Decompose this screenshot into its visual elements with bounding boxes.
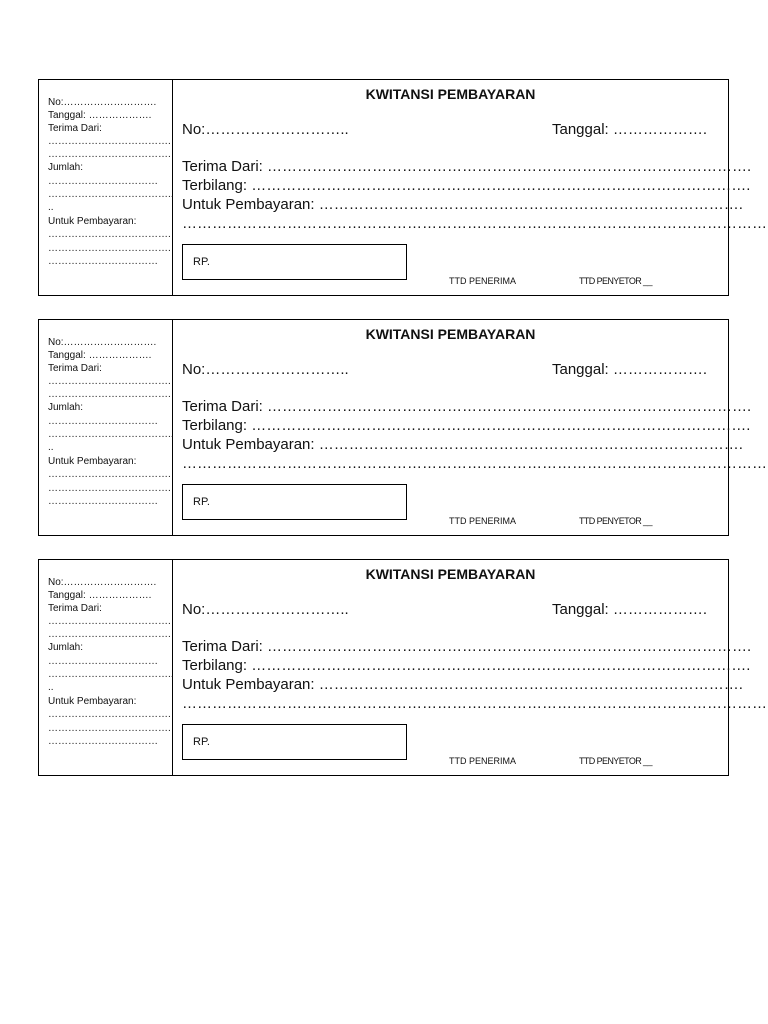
receipt-terbilang-field: Terbilang: ………………………………………………………………………………………. <box>182 177 751 194</box>
receipt-no-field: No:……………………….. <box>182 601 349 618</box>
receipt-extra-line: ……………………………………………………………………………………………………… <box>182 455 767 472</box>
stub-no: No:………………………. <box>48 337 157 348</box>
receipt-untuk-pembayaran-field: Untuk Pembayaran: …………………………………………………………………………. <box>182 436 743 453</box>
stub-dots: .. <box>48 682 54 693</box>
stub-terima-dari: Terima Dari: <box>48 363 102 374</box>
stub-dots: ………………………………. <box>48 723 171 734</box>
stub-dots: ………………………………. <box>48 709 171 720</box>
stub-tanggal: Tanggal: ………………. <box>48 110 152 121</box>
stub-no: No:………………………. <box>48 577 157 588</box>
amount-label: RP. <box>193 496 210 508</box>
receipt-stub <box>39 320 173 535</box>
receipt-2 <box>38 319 767 536</box>
stub-untuk-pembayaran: Untuk Pembayaran: <box>48 216 137 227</box>
stub-dots: .. <box>48 202 54 213</box>
receipt-main <box>173 320 767 535</box>
receipt-terbilang-field: Terbilang: ………………………………………………………………………………………. <box>182 417 751 434</box>
ttd-penerima-label: TTD PENERIMA <box>449 756 517 766</box>
receipt-terbilang-field: Terbilang: ………………………………………………………………………………………. <box>182 657 751 674</box>
stub-jumlah: Jumlah: <box>48 162 84 173</box>
ttd-penerima-label: TTD PENERIMA <box>449 276 517 286</box>
stub-dots: ………………………………. <box>48 243 171 254</box>
receipt-untuk-pembayaran-field: Untuk Pembayaran: …………………………………………………………………………. <box>182 676 743 693</box>
stub-dots: …………………………… <box>48 736 158 747</box>
receipt-no-field: No:……………………….. <box>182 121 349 138</box>
receipt-tanggal-field: Tanggal: ………………. <box>552 601 708 618</box>
receipt-1 <box>38 79 767 296</box>
stub-untuk-pembayaran: Untuk Pembayaran: <box>48 696 137 707</box>
stub-dots: …………………………… <box>48 416 158 427</box>
stub-dots: ……………………………….. <box>48 429 174 440</box>
stub-terima-dari: Terima Dari: <box>48 123 102 134</box>
receipt-terima-dari-field: Terima Dari: ……………………………………………………………………………………. <box>182 398 752 415</box>
receipt-title: KWITANSI PEMBAYARAN <box>365 566 536 582</box>
stub-dots: …………………………… <box>48 496 158 507</box>
receipt-no-field: No:……………………….. <box>182 361 349 378</box>
receipt-terima-dari-field: Terima Dari: ……………………………………………………………………………………. <box>182 638 752 655</box>
stub-terima-dari: Terima Dari: <box>48 603 102 614</box>
amount-box <box>182 724 407 760</box>
ttd-penyetor-label: TTD PENYETOR __ <box>579 516 652 526</box>
receipt-stub <box>39 560 173 775</box>
stub-dots: ………………………………. <box>48 149 171 160</box>
stub-no: No:………………………. <box>48 97 157 108</box>
stub-dots: ………………………………. <box>48 376 171 387</box>
receipt-extra-line: ……………………………………………………………………………………………………… <box>182 215 767 232</box>
receipt-stub <box>39 80 173 295</box>
stub-dots: ………………………………. <box>48 389 171 400</box>
stub-dots: ………………………………. <box>48 483 171 494</box>
receipt-terima-dari-field: Terima Dari: ……………………………………………………………………………………. <box>182 158 752 175</box>
ttd-penyetor-label: TTD PENYETOR __ <box>579 756 652 766</box>
receipt-untuk-pembayaran-field: Untuk Pembayaran: …………………………………………………………………………. <box>182 196 743 213</box>
ttd-penyetor-label: TTD PENYETOR __ <box>579 276 652 286</box>
amount-box <box>182 484 407 520</box>
ttd-penerima-label: TTD PENERIMA <box>449 516 517 526</box>
stub-dots: ……………………………….. <box>48 669 174 680</box>
stub-dots: ………………………………. <box>48 469 171 480</box>
stub-dots: ………………………………. <box>48 629 171 640</box>
amount-label: RP. <box>193 256 210 268</box>
receipt-title: KWITANSI PEMBAYARAN <box>365 86 536 102</box>
stub-dots: …………………………… <box>48 656 158 667</box>
amount-label: RP. <box>193 736 210 748</box>
stub-dots: ………………………………. <box>48 136 171 147</box>
stub-dots: .. <box>48 442 54 453</box>
receipt-3 <box>38 559 767 776</box>
stub-jumlah: Jumlah: <box>48 642 84 653</box>
receipt-title: KWITANSI PEMBAYARAN <box>365 326 536 342</box>
stub-tanggal: Tanggal: ………………. <box>48 590 152 601</box>
stub-dots: …………………………… <box>48 176 158 187</box>
receipt-main <box>173 80 767 295</box>
stub-dots: ………………………………. <box>48 616 171 627</box>
receipt-tanggal-field: Tanggal: ………………. <box>552 361 708 378</box>
stub-untuk-pembayaran: Untuk Pembayaran: <box>48 456 137 467</box>
receipt-tanggal-field: Tanggal: ………………. <box>552 121 708 138</box>
receipt-main <box>173 560 767 775</box>
stub-tanggal: Tanggal: ………………. <box>48 350 152 361</box>
stub-dots: ………………………………. <box>48 229 171 240</box>
stub-dots: ……………………………….. <box>48 189 174 200</box>
receipt-extra-line: ……………………………………………………………………………………………………… <box>182 695 767 712</box>
amount-box <box>182 244 407 280</box>
stub-jumlah: Jumlah: <box>48 402 84 413</box>
stub-dots: …………………………… <box>48 256 158 267</box>
